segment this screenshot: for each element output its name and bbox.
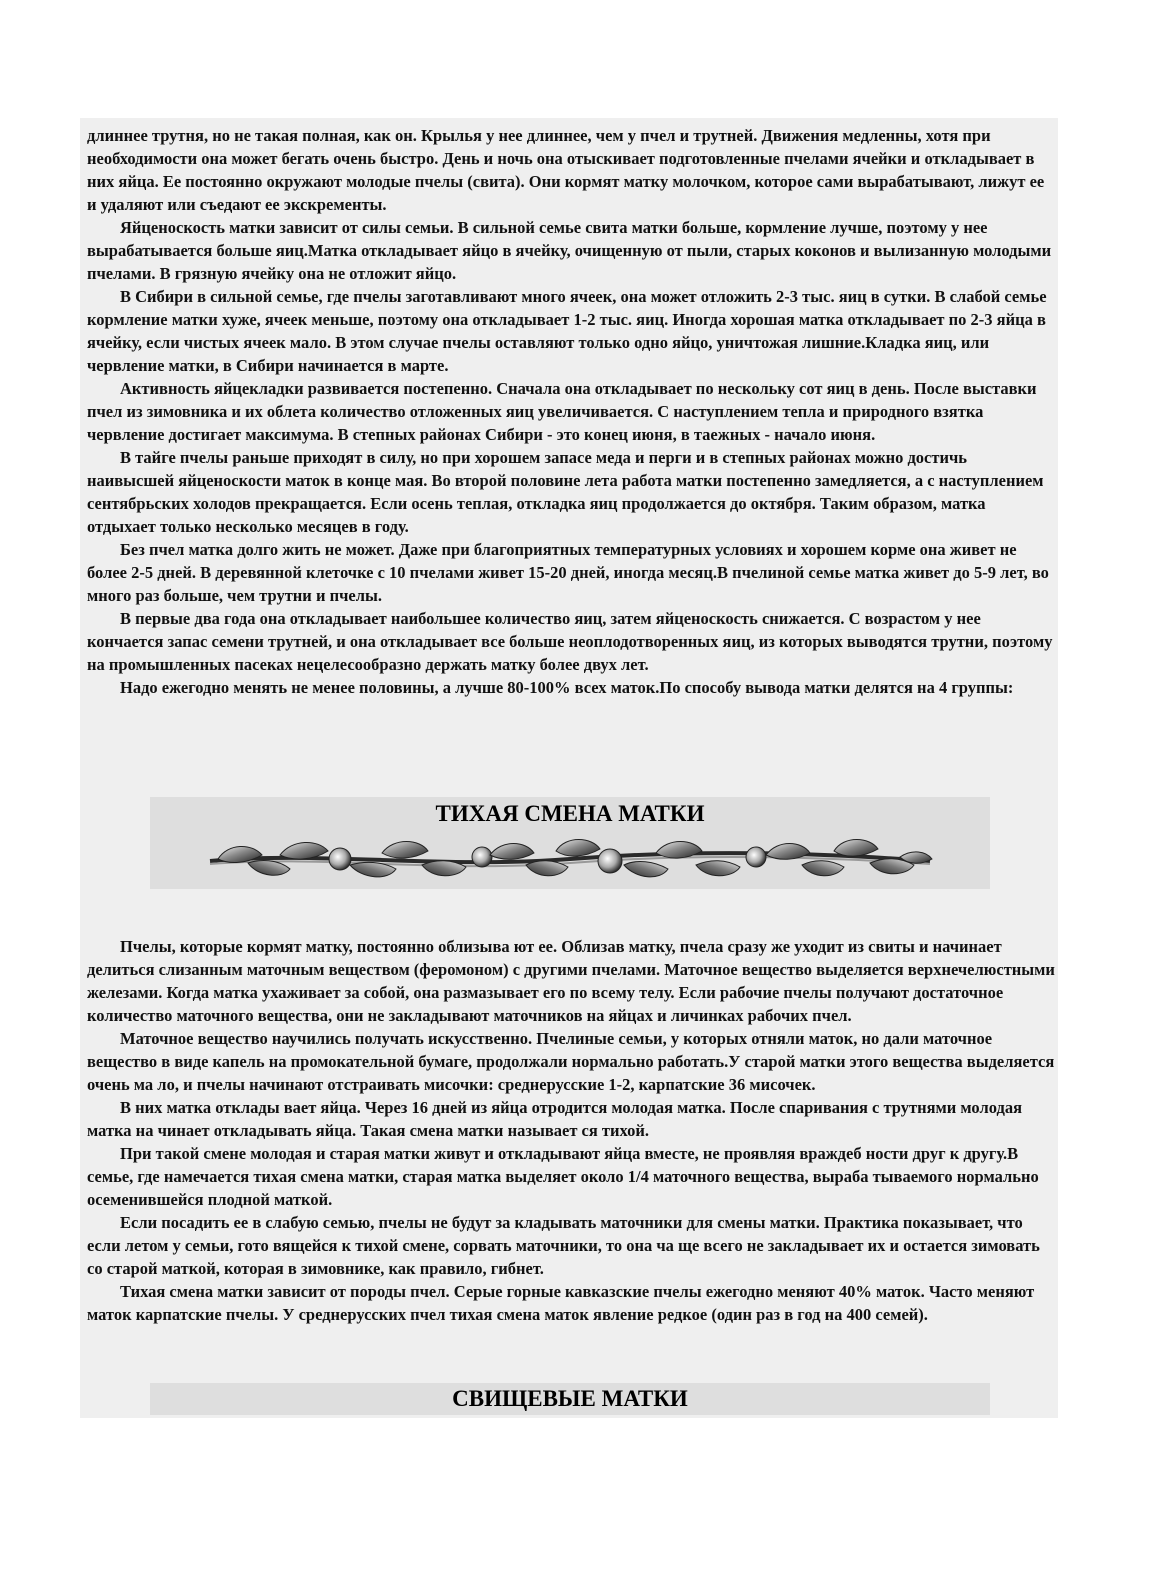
paragraph: Пчелы, которые кормят матку, постоянно облизыва ют ее. Облизав матку, пчела сразу же уходит из свиты и начинает делиться слизанным маточным веществом (феромоном) с другими пчелами. Маточное вещество выделяется верхнечелюстными железами. Когда матка ухаживает за собой, она размазывает его по всему телу. Если рабочие пчелы получают достаточное количество маточного вещества, они не закладывают маточников на яйцах и личинках рабочих пчел. <box>87 937 1055 1025</box>
paragraph: Без пчел матка долго жить не может. Даже при благоприятных температурных условиях и хорошем корме она живет не более 2-5 дней. В деревянной клеточке с 10 пчелами живет 15-20 дней, иногда месяц.В пчелиной семье матка живет до 5-9 лет, во много раз больше, чем трутни и пчелы. <box>87 540 1049 605</box>
paragraph: Маточное вещество научились получать искусственно. Пчелиные семьи, у которых отняли маток, но дали маточное вещество в виде капель на промокательной бумаге, продолжали нормально работать.У старой матки этого вещества выделяется очень ма ло, и пчелы начинают отстраивать мисочки: среднерусские 1-2, карпатские 36 мисочек. <box>87 1029 1055 1094</box>
paragraph: длиннее трутня, но не такая полная, как он. Крылья у нее длиннее, чем у пчел и трутней. Движения медленны, хотя при необходимости она может бегать очень быстро. День и ночь она отыскивает подготовленные пчелами ячейки и откладывает в них яйца. Ее постоянно окружают молодые пчелы (свита). Они кормят матку молочком, которое сами вырабатывают, лижут ее и удаляют или съедают ее экскременты. <box>87 126 1045 214</box>
section-banner-fistula-queens <box>150 1383 990 1415</box>
text-section-1 <box>87 124 1055 699</box>
section-heading: СВИЩЕВЫЕ МАТКИ <box>452 1386 688 1411</box>
paragraph: В тайге пчелы раньше приходят в силу, но при хорошем запасе меда и перги и в степных районах можно достичь наивысшей яйценоскости маток в конце мая. Во второй половине лета работа матки постепенно замедляется, а с наступлением сентябрьских холодов прекращается. Если осень теплая, откладка яиц продолжается до октября. Таким образом, матка отдыхает только несколько месяцев в году. <box>87 448 1044 536</box>
paragraph: Если посадить ее в слабую семью, пчелы не будут за кладывать маточники для смены матки. Практика показывает, что если летом у семьи, гото вящейся к тихой смене, сорвать маточники, то она ча ще всего не закладывает их и остается зимовать со старой маткой, которая в зимовнике, как правило, гибнет. <box>87 1213 1040 1278</box>
paragraph: Тихая смена матки зависит от породы пчел. Серые горные кавказские пчелы ежегодно меняют 40% маток. Часто меняют маток карпатские пчелы. У среднерусских пчел тихая смена маток явление редкое (один раз в год на 400 семей). <box>87 1282 1035 1324</box>
section-heading: ТИХАЯ СМЕНА МАТКИ <box>435 801 705 826</box>
paragraph: В них матка отклады вает яйца. Через 16 дней из яйца отродится молодая матка. После спаривания с трутнями молодая матка на чинает откладывать яйца. Такая смена матки называет ся тихой. <box>87 1098 1023 1140</box>
paragraph: При такой смене молодая и старая матки живут и откладывают яйца вместе, не проявляя враждеб ности друг к другу.В семье, где намечается тихая смена матки, старая матка выделяет около 1/4 маточного вещества, выраба тываемого нормально осеменившейся плодной маткой. <box>87 1144 1039 1209</box>
floral-garland-icon <box>200 829 940 887</box>
section-banner-quiet-replacement <box>150 797 990 889</box>
text-section-2 <box>87 935 1055 1326</box>
paragraph: В первые два года она откладывает наибольшее количество яиц, затем яйценоскость снижается. С возрастом у нее кончается запас семени трутней, и она откладывает все больше неоплодотворенных яиц, из которых выводятся трутни, поэтому на промышленных пасеках нецелесообразно держать матку более двух лет. <box>87 609 1053 674</box>
paragraph: Надо ежегодно менять не менее половины, а лучше 80-100% всех маток.По способу вывода матки делятся на 4 группы: <box>120 678 1014 697</box>
paragraph: В Сибири в сильной семье, где пчелы заготавливают много ячеек, она может отложить 2-3 тыс. яиц в сутки. В слабой семье кормление матки хуже, ячеек меньше, поэтому она откладывает 1-2 тыс. яиц. Иногда хорошая матка откладывает по 2-3 яйца в ячейку, если чистых ячеек мало. В этом случае пчелы оставляют только одно яйцо, уничтожая лишние.Кладка яиц, или червление матки, в Сибири начинается в марте. <box>87 287 1047 375</box>
paragraph: Яйценоскость матки зависит от силы семьи. В сильной семье свита матки больше, кормление лучше, поэтому у нее вырабатывается больше яиц.Матка откладывает яйцо в ячейку, очищенную от пыли, старых коконов и вылизанную молодыми пчелами. В грязную ячейку она не отложит яйцо. <box>87 218 1052 283</box>
paragraph: Активность яйцекладки развивается постепенно. Сначала она откладывает по нескольку сот яиц в день. После выставки пчел из зимовника и их облета количество отложенных яиц увеличивается. С наступлением тепла и природного взятка червление достигает максимума. В степных районах Сибири - это конец июня, в таежных - начало июня. <box>87 379 1037 444</box>
